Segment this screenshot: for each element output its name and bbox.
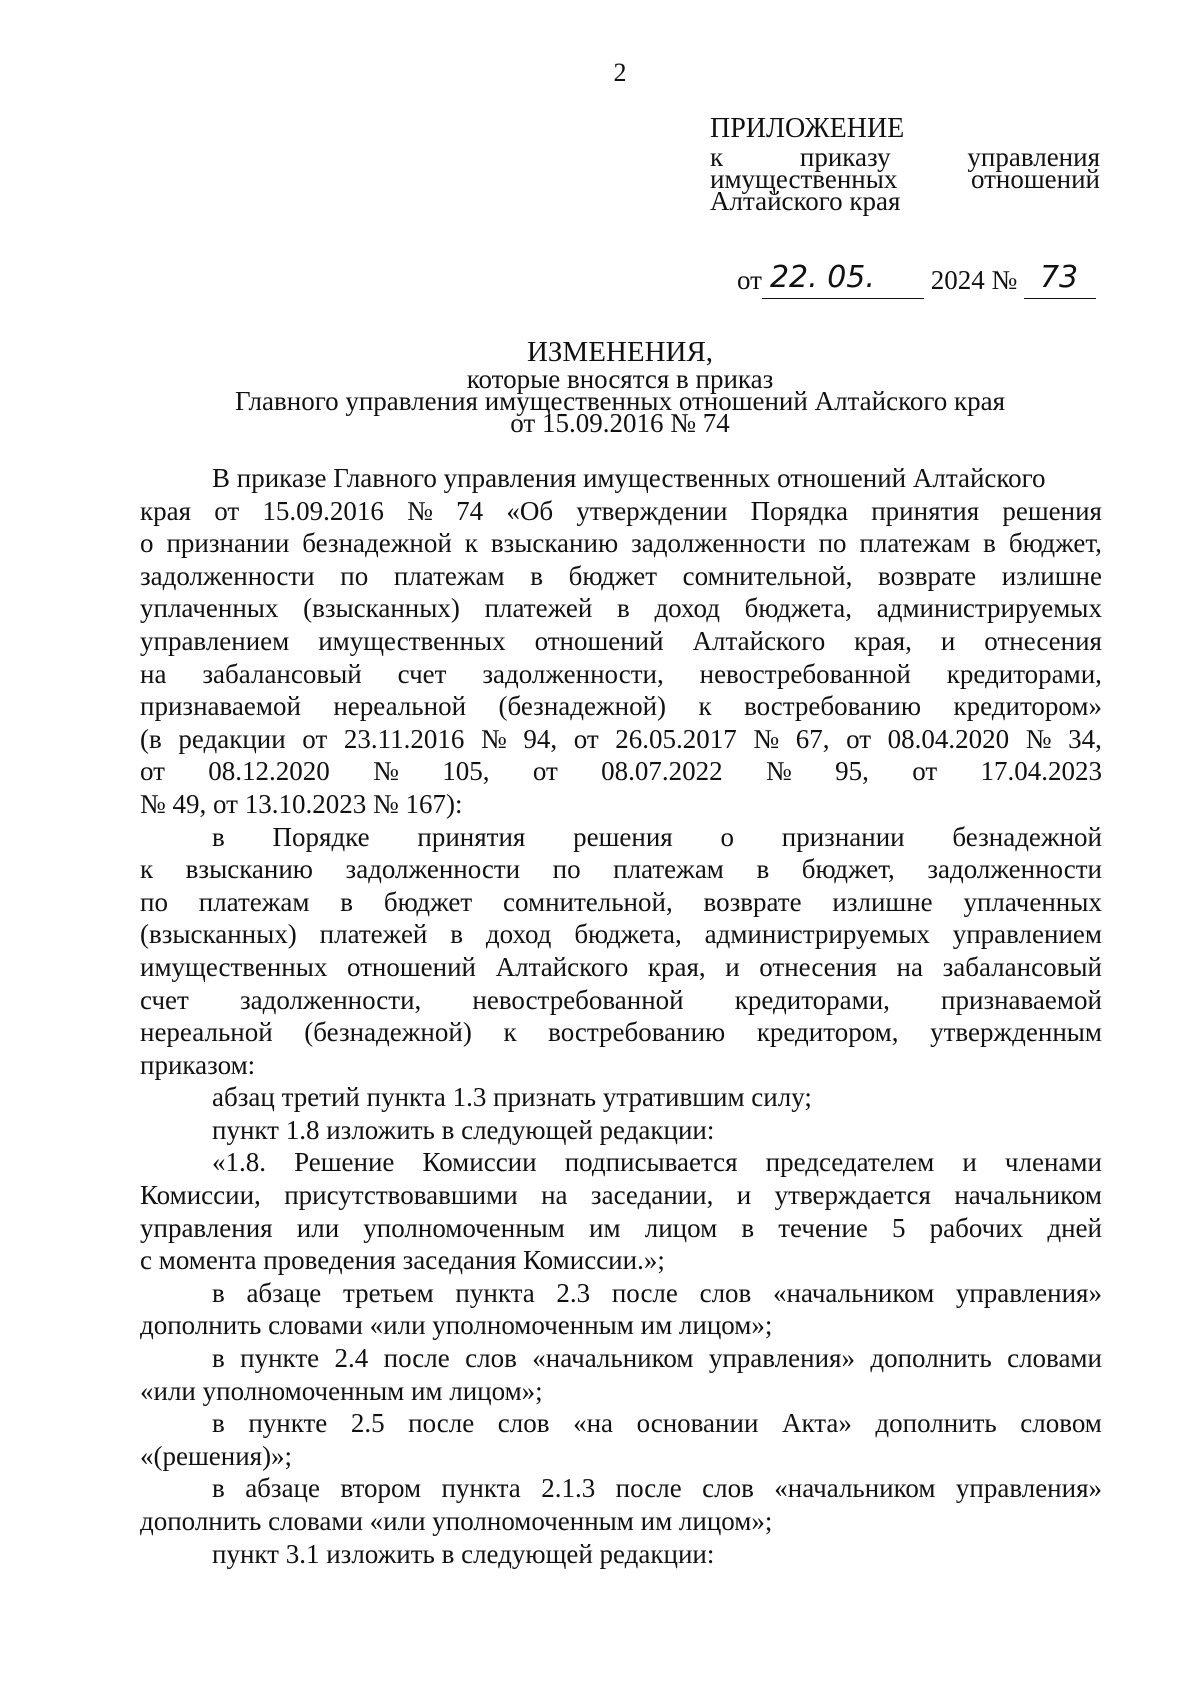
body-line	[140, 1375, 1102, 1408]
body-word: взысканию	[185, 854, 313, 885]
body-word: «(решения)»;	[140, 1440, 293, 1471]
body-word: платежей	[319, 919, 428, 950]
body-word: отнесения	[984, 625, 1102, 656]
body-word: управления»	[955, 1277, 1102, 1308]
body-line	[140, 723, 1102, 756]
body-word: или	[296, 1212, 340, 1243]
body-line	[140, 1440, 1102, 1473]
body-word: имущественных	[318, 625, 506, 656]
body-word: 95,	[835, 756, 869, 787]
body-line	[140, 1244, 1102, 1277]
body-word: уплаченных	[140, 593, 279, 624]
body-word: Комиссии,	[140, 1180, 261, 1211]
body-line	[140, 462, 1102, 495]
body-word: доход	[654, 593, 720, 624]
body-word: взысканию	[490, 528, 619, 559]
body-word: имущественных	[140, 951, 328, 982]
body-line	[140, 1342, 1102, 1375]
body-word: 2.4	[334, 1343, 369, 1374]
body-word: 94,	[523, 723, 558, 754]
body-word: Порядке	[272, 821, 370, 852]
body-word: в	[617, 593, 630, 624]
body-word: кредитором»	[953, 691, 1102, 722]
body-word: от	[302, 723, 328, 754]
body-word: после	[408, 1408, 475, 1439]
body-word: доход	[485, 919, 552, 950]
body-word: отношений	[346, 951, 476, 982]
body-line	[140, 1146, 1102, 1179]
body-word: к	[464, 528, 478, 559]
body-word: дополнить	[875, 1408, 997, 1439]
body-word: в	[450, 919, 464, 950]
body-word: после	[615, 1473, 682, 1504]
body-word: в	[212, 1277, 225, 1308]
body-word: начальником	[954, 1180, 1102, 1211]
body-word: счет	[397, 658, 447, 689]
body-word: (безнадежной)	[498, 691, 667, 722]
body-word: управления	[140, 1212, 273, 1243]
appendix-block	[710, 112, 1100, 341]
body-word: края,	[647, 951, 706, 982]
body-word: задолженности	[631, 528, 806, 559]
body-word: Порядка	[750, 495, 848, 526]
body-word: «начальником	[773, 1277, 935, 1308]
body-word: (безнадежной)	[304, 1017, 472, 1048]
appendix-date-line	[710, 220, 1100, 341]
body-word: управлением	[140, 625, 290, 656]
body-line	[140, 853, 1102, 886]
body-word: председателем	[765, 1147, 935, 1178]
body-word: в	[741, 1212, 755, 1243]
body-word: признании	[781, 821, 905, 852]
body-word: дополнить словами «или уполномоченным им лицом»;	[140, 1506, 773, 1536]
body-word: №	[407, 495, 433, 526]
appendix-line-1: к приказу управления	[710, 142, 1100, 172]
body-word: и	[736, 1180, 752, 1211]
body-word: основании	[636, 1408, 759, 1439]
body-word: администрируемых	[704, 919, 930, 950]
body-word: 105,	[442, 756, 490, 787]
body-word: безнадежной	[952, 821, 1102, 852]
body-word: уплаченных	[963, 886, 1102, 917]
body-word: №	[373, 756, 399, 787]
body-line	[140, 1407, 1102, 1440]
body-word: принятия	[871, 495, 980, 526]
body-line	[140, 984, 1102, 1017]
body-word: нереальной	[140, 1017, 273, 1048]
body-word: к	[698, 691, 712, 722]
body-line	[140, 821, 1102, 854]
body-line	[140, 1538, 1102, 1571]
body-word: признаваемой	[140, 691, 301, 722]
body-word: от	[846, 723, 872, 754]
body-word: Акта»	[781, 1408, 852, 1439]
body-word: возврате	[878, 560, 977, 591]
body-word: 26.05.2017	[615, 723, 737, 754]
body-word: 5	[891, 1212, 906, 1243]
body-word: счет	[140, 984, 189, 1015]
body-word: третьем	[342, 1277, 434, 1308]
body-word: безнадежной	[302, 528, 452, 559]
body-word: слов	[699, 1277, 752, 1308]
body-word: после	[383, 1343, 450, 1374]
body-word: втором	[340, 1473, 422, 1504]
heading-title: ИЗМЕНЕНИЯ,	[526, 336, 714, 368]
body-line	[140, 1505, 1102, 1538]
body-word: пункте	[240, 1343, 320, 1374]
body-word: в	[756, 854, 770, 885]
body-word: решения	[573, 821, 673, 852]
body-line	[140, 951, 1102, 984]
body-word: 67,	[795, 723, 830, 754]
body-word: и	[725, 951, 740, 982]
body-word: №	[753, 723, 780, 754]
body-word: невостребованной	[699, 658, 911, 689]
body-word: с момента проведения заседания Комиссии.»;	[140, 1245, 665, 1276]
body-word: 2.5	[350, 1408, 385, 1439]
body-word: на	[896, 951, 923, 982]
body-word: нереальной	[333, 691, 467, 722]
body-word: заседании,	[590, 1180, 714, 1211]
body-word: на	[541, 1180, 568, 1211]
body-word: Алтайского	[692, 625, 826, 656]
body-word: утвержденным	[930, 1017, 1102, 1048]
body-line	[140, 658, 1102, 691]
body-line	[140, 1016, 1102, 1049]
body-word: в	[212, 1343, 225, 1374]
body-word: администрируемых	[876, 593, 1102, 624]
body-word: о	[720, 821, 734, 852]
body-word: по	[340, 560, 369, 591]
body-word: № 49, от 13.10.2023 № 167):	[140, 788, 463, 819]
body-word: управлением	[952, 919, 1102, 950]
heading-line-3: от 15.09.2016 № 74	[510, 408, 730, 438]
body-word: 23.11.2016	[343, 723, 465, 754]
body-line	[140, 527, 1102, 560]
body-word: платежам	[198, 886, 310, 917]
body-word: пункта	[455, 1277, 535, 1308]
body-line	[140, 1277, 1102, 1310]
page-number: 2	[613, 58, 627, 87]
body-word: по	[818, 528, 847, 559]
body-word: «начальником	[532, 1343, 694, 1374]
body-word: Комиссии	[422, 1147, 537, 1178]
body-word: в	[212, 1408, 225, 1439]
body-word: платежам	[859, 528, 971, 559]
body-word: от	[140, 756, 165, 787]
body-word: кредиторами,	[734, 984, 890, 1015]
body-word: бюджета,	[574, 919, 682, 950]
body-word: лицом	[644, 1212, 718, 1243]
appendix-line-3: Алтайского края	[710, 186, 901, 216]
body-word: платежам	[393, 560, 505, 591]
body-word: 2.1.3	[541, 1473, 596, 1504]
body-word: от	[214, 495, 240, 526]
body-word: (в	[140, 723, 162, 754]
body-word: редакции	[178, 723, 286, 754]
body-word: платежей	[484, 593, 593, 624]
body-word: бюджета,	[744, 593, 853, 624]
body-word: (взысканных)	[140, 919, 297, 950]
body-word: №	[1025, 723, 1052, 754]
body-word: от	[573, 723, 599, 754]
body-line	[140, 690, 1102, 723]
body-word: признаваемой	[941, 984, 1102, 1015]
body-word: рабочих	[929, 1212, 1024, 1243]
body-word: бюджет,	[801, 854, 895, 885]
body-word: им	[589, 1212, 621, 1243]
body-word: забалансовый	[942, 951, 1102, 982]
body-word: к	[140, 854, 154, 885]
body-word: бюджет,	[1008, 528, 1102, 559]
body-word: дополнить словами «или уполномоченным им лицом»;	[140, 1310, 773, 1341]
body-word: востребованию	[744, 691, 922, 722]
body-word: в	[340, 886, 354, 917]
body-word: «начальником	[774, 1473, 936, 1504]
body-word: излишне	[832, 886, 933, 917]
handwritten-date: 22. 05.	[762, 258, 924, 299]
body-word: слов	[497, 1408, 550, 1439]
body-word: приказом:	[140, 1049, 256, 1080]
year-label: 2024 №	[930, 265, 1018, 295]
body-word: задолженности	[345, 854, 521, 885]
body-word: членами	[1004, 1147, 1102, 1178]
body-word: пункте	[248, 1408, 328, 1439]
body-word: возврате	[703, 886, 802, 917]
date-prefix: от	[737, 265, 762, 295]
body-word: задолженности,	[482, 658, 664, 689]
body-word: 08.04.2020	[887, 723, 1010, 754]
body-word: задолженности	[927, 854, 1102, 885]
body-word: о	[140, 528, 154, 559]
body-line	[140, 592, 1102, 625]
body-word: №	[765, 756, 792, 787]
handwritten-number: 73	[1024, 258, 1096, 299]
body-word: абзац третий пункта 1.3 признать утратившим силу;	[212, 1082, 812, 1113]
body-word: забалансовый	[202, 658, 362, 689]
body-word: течение	[778, 1212, 868, 1243]
body-word: слов	[465, 1343, 517, 1374]
body-word: абзаце	[245, 1473, 320, 1504]
body-word: и	[940, 625, 956, 656]
body-line	[140, 625, 1102, 658]
body-word: бюджет	[383, 886, 473, 917]
body-line	[140, 1049, 1102, 1082]
body-word: от	[532, 756, 558, 787]
body-line	[140, 1472, 1102, 1505]
body-word: управления»	[708, 1343, 855, 1374]
body-word: утверждении	[576, 495, 728, 526]
body-word: в	[212, 1473, 225, 1504]
body-word: присутствовавшими	[284, 1180, 518, 1211]
appendix-title: ПРИЛОЖЕНИЕ	[710, 113, 905, 144]
body-text	[140, 462, 1102, 1570]
body-word: 34,	[1068, 723, 1102, 754]
body-word: кредиторами,	[946, 658, 1102, 689]
body-word: на	[140, 658, 167, 689]
body-word: от	[912, 756, 938, 787]
body-line	[140, 886, 1102, 919]
body-word: отношений	[534, 625, 664, 656]
body-word: слов	[702, 1473, 754, 1504]
body-word: к	[503, 1017, 517, 1048]
body-line	[140, 1309, 1102, 1342]
body-word: и	[962, 1147, 977, 1178]
body-word: пункт 1.8 изложить в следующей редакции:	[212, 1114, 715, 1145]
body-line	[140, 495, 1102, 528]
body-word: 2.3	[556, 1277, 591, 1308]
body-word: по	[552, 854, 581, 885]
body-word: 08.12.2020	[208, 756, 330, 787]
body-word: платежам	[613, 854, 724, 885]
body-line	[140, 788, 1102, 821]
body-word: уполномоченным	[363, 1212, 565, 1243]
body-word: невостребованной	[472, 984, 684, 1015]
body-word: 74	[456, 495, 484, 526]
body-line	[140, 918, 1102, 951]
body-word: в	[983, 528, 996, 559]
body-line	[140, 755, 1102, 788]
body-word: в	[212, 821, 225, 852]
body-word: отнесения	[759, 951, 877, 982]
body-word: «Об	[506, 495, 554, 526]
body-word: сомнительной,	[682, 560, 853, 591]
body-word: задолженности,	[239, 984, 422, 1015]
body-word: по	[140, 886, 168, 917]
body-line	[140, 1212, 1102, 1245]
body-word: №	[480, 723, 507, 754]
body-word: словами	[1007, 1343, 1102, 1374]
body-word: задолженности	[140, 560, 315, 591]
body-word: абзаце	[246, 1277, 322, 1308]
body-word: излишне	[1001, 560, 1102, 591]
body-word: пункта	[441, 1473, 521, 1504]
body-word: в	[530, 560, 543, 591]
body-word: края,	[854, 625, 912, 656]
body-word: «или уполномоченным им лицом»;	[140, 1375, 543, 1406]
body-word: утверждается	[774, 1180, 931, 1211]
body-word: Алтайского	[495, 951, 629, 982]
body-word: после	[611, 1277, 678, 1308]
body-line	[140, 560, 1102, 593]
body-word: дополнить	[870, 1343, 992, 1374]
body-word: края	[140, 495, 192, 526]
body-line	[140, 1179, 1102, 1212]
body-word: «1.8.	[212, 1147, 266, 1178]
body-word: словом	[1020, 1408, 1102, 1439]
body-word: управления»	[955, 1473, 1102, 1504]
body-word: востребованию	[548, 1017, 726, 1048]
body-word: пункт 3.1 изложить в следующей редакции:	[212, 1538, 715, 1569]
body-word: В приказе Главного управления имущественных отношений Алтайского	[212, 463, 1046, 493]
body-word: кредитором,	[756, 1017, 899, 1048]
body-word: Решение	[294, 1147, 395, 1178]
body-word: признании	[166, 528, 290, 559]
body-word: сомнительной,	[503, 886, 673, 917]
body-word: 08.07.2022	[601, 756, 723, 787]
body-word: бюджет	[568, 560, 657, 591]
body-word: 15.09.2016	[262, 495, 384, 526]
body-word: 17.04.2023	[980, 756, 1102, 787]
body-word: дней	[1047, 1212, 1102, 1243]
document-heading	[140, 336, 1100, 438]
appendix-line-2: имущественных отношений	[710, 164, 1100, 194]
body-word: (взысканных)	[303, 593, 460, 624]
heading-line-1: которые вносятся в приказ	[466, 364, 774, 394]
heading-line-2: Главного управления имущественных отношений Алтайского края	[234, 386, 1006, 416]
body-word: подписывается	[564, 1147, 738, 1178]
body-word: принятия	[417, 821, 526, 852]
body-word: «на	[573, 1408, 613, 1439]
body-word: решения	[1002, 495, 1102, 526]
body-line	[140, 1114, 1102, 1147]
body-line	[140, 1081, 1102, 1114]
